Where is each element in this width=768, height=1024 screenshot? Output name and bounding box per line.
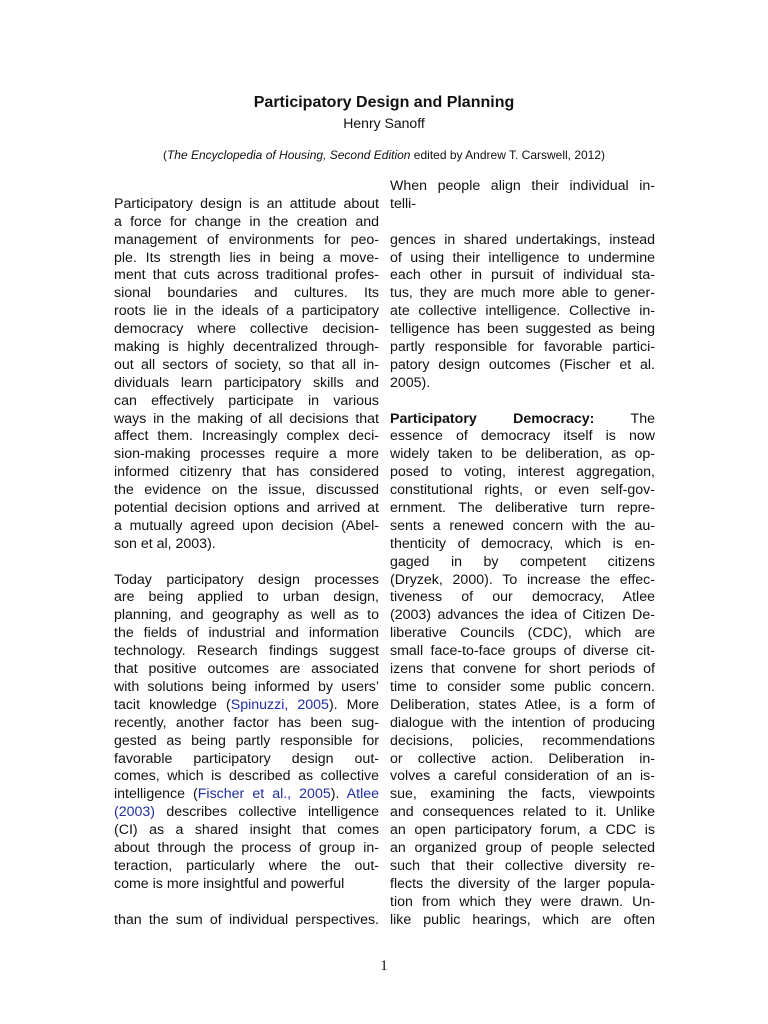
text-line: [390, 751, 655, 769]
text-line: [390, 572, 655, 590]
line-text: roots lie in the ideals of a participatory: [114, 303, 379, 320]
text-line: [114, 661, 379, 679]
line-text: and consequences related to it. Unlike: [390, 804, 655, 821]
line-text: sion-making processes require a more: [114, 446, 379, 463]
text-line: [390, 250, 655, 268]
line-text: with solutions being informed by users’: [114, 678, 379, 695]
text-line: [114, 214, 379, 232]
line-text: ernment. The deliberative turn repre-: [390, 500, 655, 517]
text-line: [390, 285, 655, 303]
line-text: izens that convene for short periods of: [390, 661, 655, 678]
text-line: [390, 733, 655, 751]
line-text: tiveness of our democracy, Atlee: [390, 589, 655, 606]
line-text: teraction, particularly where the out-: [114, 857, 379, 874]
line-text: tus, they are much more able to gener-: [390, 285, 655, 302]
line-text: comes, which is described as collective: [114, 768, 379, 785]
line-text: telligence has been suggested as being: [390, 321, 655, 338]
line-text: volves a careful consideration of an is-: [390, 768, 655, 785]
text-line: [114, 912, 379, 930]
text-line: [114, 375, 379, 393]
source-open-paren: (: [162, 148, 167, 162]
line-text: intelligence (: [114, 786, 198, 803]
line-text: the fields of industrial and information: [114, 625, 379, 642]
citation-link[interactable]: Fischer et al., 2005: [197, 786, 331, 803]
text-line: [114, 357, 379, 375]
line-text: making is highly decentralized through-: [114, 339, 379, 356]
text-line: [390, 858, 655, 876]
text-line: [114, 339, 379, 357]
line-text: such that their collective diversity re-: [390, 857, 655, 874]
line-text: liberative Councils (CDC), which are: [390, 625, 655, 642]
line-text: partly responsible for favorable partici-: [390, 339, 655, 356]
line-text: about through the process of group in-: [114, 839, 379, 856]
line-text: an organized group of people selected: [390, 839, 655, 856]
text-line: [114, 482, 379, 500]
line-text: a mutually agreed upon decision (Abel-: [114, 517, 379, 534]
line-text: planning, and geography as well as to: [114, 607, 379, 624]
text-line: [114, 840, 379, 858]
text-line: [390, 912, 655, 930]
text-line: [114, 411, 379, 429]
text-line: [114, 303, 379, 321]
text-line: [114, 804, 379, 822]
line-text: (CI) as a shared insight that comes: [114, 822, 379, 839]
text-line: [114, 267, 379, 285]
line-text: an open participatory forum, a CDC is: [390, 822, 655, 839]
line-text: essence of democracy itself is now: [390, 428, 655, 445]
text-line: [390, 518, 655, 536]
line-text: sents a renewed concern with the au-: [390, 517, 655, 534]
line-text: thenticity of democracy, which is en-: [390, 535, 655, 552]
text-line: [390, 804, 655, 822]
line-text: the evidence on the issue, discussed: [114, 482, 379, 499]
citation-link[interactable]: (2003): [114, 804, 156, 821]
text-line: [390, 428, 655, 446]
line-text: sional boundaries and cultures. Its: [114, 285, 379, 302]
line-text: 2005).: [390, 374, 431, 391]
citation-link[interactable]: Atlee: [346, 786, 379, 803]
text-line: [390, 679, 655, 697]
line-text: ment that cuts across traditional profes-: [114, 267, 379, 284]
line-text: widely taken to be deliberation, as op-: [390, 446, 655, 463]
line-text: dividuals learn participatory skills and: [114, 374, 379, 391]
text-line: [114, 393, 379, 411]
line-text: each other in pursuit of individual sta-: [390, 267, 655, 284]
text-line: [114, 536, 379, 554]
line-text: that positive outcomes are associated: [114, 661, 379, 678]
text-line: [390, 554, 655, 572]
text-line: [114, 196, 379, 214]
text-line: [114, 822, 379, 840]
source-citation: [0, 147, 768, 163]
right-column: [390, 178, 655, 929]
text-line: [390, 625, 655, 643]
text-line: [114, 643, 379, 661]
line-text: The: [594, 410, 655, 427]
line-text: technology. Research findings suggest: [114, 643, 379, 660]
text-line: [114, 518, 379, 536]
source-work-title: The Encyclopedia of Housing, Second Edition: [166, 148, 411, 162]
line-text: gences in shared undertakings, instead: [390, 231, 655, 248]
text-line: [390, 822, 655, 840]
line-text: gested as being partly responsible for: [114, 732, 379, 749]
text-line: [390, 232, 655, 250]
line-text: are being applied to urban design,: [114, 589, 379, 606]
text-line: [114, 464, 379, 482]
line-text: ate collective intelligence. Collective in-: [390, 303, 655, 320]
text-line: [390, 894, 655, 912]
line-text: like public hearings, which are often: [390, 911, 655, 928]
line-text: ple. Its strength lies in being a move-: [114, 249, 379, 266]
line-text-after: ). More: [328, 696, 379, 713]
line-text: of using their intelligence to undermine: [390, 249, 655, 266]
text-line: [114, 894, 379, 912]
left-column: [114, 178, 379, 929]
text-line: [390, 267, 655, 285]
line-text: or collective action. Deliberation in-: [390, 750, 655, 767]
text-line: [114, 751, 379, 769]
text-line: [390, 643, 655, 661]
text-line: [390, 411, 655, 429]
text-line: [114, 500, 379, 518]
line-text: Today participatory design processes: [114, 571, 379, 588]
document-title: Participatory Design and Planning: [253, 94, 515, 111]
text-line: [390, 768, 655, 786]
citation-link[interactable]: Spinuzzi, 2005: [230, 696, 329, 713]
text-line: [390, 482, 655, 500]
text-line: [114, 607, 379, 625]
text-line: [114, 768, 379, 786]
line-text: can effectively participate in various: [114, 392, 379, 409]
line-text: gaged in by competent citizens: [390, 553, 655, 570]
line-text: constitutional rights, or even self-gov-: [390, 482, 655, 499]
line-text: informed citizenry that has considered: [114, 464, 379, 481]
text-line: [390, 500, 655, 518]
line-text: (Dryzek, 2000). To increase the effec-: [390, 571, 655, 588]
text-line: [114, 178, 379, 196]
line-text: Participatory design is an attitude about: [114, 195, 379, 212]
line-text: ways in the making of all decisions that: [114, 410, 379, 427]
line-text: (2003) advances the idea of Citizen De-: [390, 607, 655, 624]
text-line: [390, 446, 655, 464]
line-text: small face-to-face groups of diverse cit-: [390, 643, 655, 660]
text-line: [114, 625, 379, 643]
line-text: dialogue with the intention of producing: [390, 714, 655, 731]
line-text: than the sum of individual perspectives.: [114, 911, 379, 928]
line-text-after: describes collective intelligence: [155, 804, 379, 821]
text-line: [390, 589, 655, 607]
text-line: [114, 232, 379, 250]
text-line: [390, 786, 655, 804]
text-line: [390, 375, 655, 393]
text-line: [114, 876, 379, 894]
line-text: potential decision options and arrived at: [114, 500, 379, 517]
line-text: time to consider some public concern.: [390, 678, 655, 695]
page-number: 1: [380, 958, 388, 974]
line-text: democracy where collective decision-: [114, 321, 379, 338]
text-line: [114, 715, 379, 733]
line-text: posed to voting, interest aggregation,: [390, 464, 655, 481]
text-line: [390, 393, 655, 411]
line-text: son et al, 2003).: [114, 535, 216, 552]
text-line: [390, 339, 655, 357]
text-line: [390, 303, 655, 321]
text-line: [390, 697, 655, 715]
line-text: patory design outcomes (Fischer et al.: [390, 356, 655, 373]
text-line: [390, 357, 655, 375]
text-line: [114, 285, 379, 303]
text-line: [114, 697, 379, 715]
document-author: Henry Sanoff: [343, 115, 425, 131]
line-text: Deliberation, states Atlee, is a form of: [390, 696, 655, 713]
line-text: management of environments for peo-: [114, 231, 379, 248]
line-text: telli-: [390, 195, 417, 212]
line-text: out all sectors of society, so that all in-: [114, 356, 379, 373]
line-text: tion from which they were drawn. Un-: [390, 893, 655, 910]
line-text: sue, examining the facts, viewpoints: [390, 786, 655, 803]
text-line: [114, 572, 379, 590]
text-line: [390, 178, 655, 196]
text-line: [114, 446, 379, 464]
source-editor-note: edited by Andrew T. Carswell, 2012): [410, 148, 606, 162]
text-line: [114, 679, 379, 697]
line-text: favorable participatory design out-: [114, 750, 379, 767]
line-text: a force for change in the creation and: [114, 213, 379, 230]
text-line: [114, 554, 379, 572]
text-line: [390, 536, 655, 554]
text-line: [114, 428, 379, 446]
text-line: [390, 607, 655, 625]
line-text: recently, another factor has been sug-: [114, 714, 379, 731]
text-line: [114, 858, 379, 876]
line-text: When people align their individual in-: [390, 178, 655, 194]
line-text: affect them. Increasingly complex deci-: [114, 428, 379, 445]
text-line: [114, 733, 379, 751]
text-line: [390, 661, 655, 679]
text-line: [114, 786, 379, 804]
text-line: [114, 589, 379, 607]
line-text: come is more insightful and powerful: [114, 875, 345, 892]
line-text-after: ).: [330, 786, 347, 803]
line-text: tacit knowledge (: [114, 696, 231, 713]
line-text: decisions, policies, recommendations: [390, 732, 655, 749]
text-line: [390, 196, 655, 214]
line-text: flects the diversity of the larger popula-: [390, 875, 655, 892]
text-line: [390, 464, 655, 482]
text-line: [390, 876, 655, 894]
section-heading: Participatory Democracy:: [390, 410, 595, 427]
text-line: [390, 715, 655, 733]
text-line: [114, 250, 379, 268]
text-line: [390, 214, 655, 232]
text-line: [114, 321, 379, 339]
text-line: [390, 840, 655, 858]
text-line: [390, 321, 655, 339]
